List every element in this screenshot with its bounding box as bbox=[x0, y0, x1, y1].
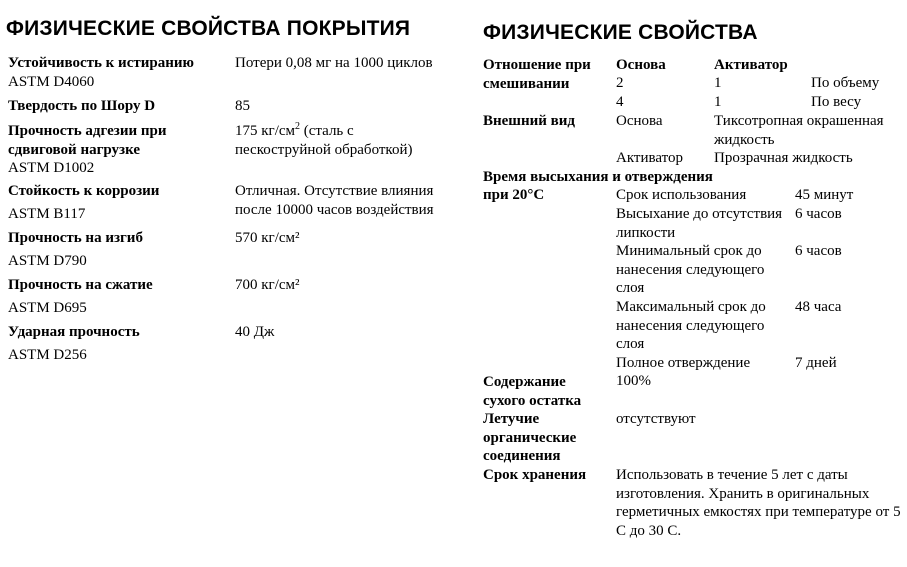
impact-standard: ASTM D256 bbox=[8, 347, 87, 363]
impact-value: 40 Дж bbox=[235, 324, 275, 340]
cure-tack-free-value: 6 часов bbox=[795, 206, 842, 222]
cure-min-recoat-name: Минимальный срок до нанесения следующего слоя bbox=[616, 243, 765, 296]
cure-full-name: Полное отверждение bbox=[616, 355, 751, 371]
flexural-label: Прочность на изгиб bbox=[8, 230, 143, 246]
adhesion-label: Прочность адгезии при сдвиговой нагрузке bbox=[8, 123, 167, 158]
shelf-life-value: Использовать в течение 5 лет с даты изготовления. Хранить в оригинальных герметичных емкостях при температуре от 5 С до 30 С. bbox=[616, 467, 901, 539]
cure-pot-life-value: 45 минут bbox=[795, 187, 854, 203]
solids-label: Содержание сухого остатка bbox=[483, 374, 582, 409]
cure-label-line2: при 20°C bbox=[483, 187, 545, 203]
cure-max-recoat-value: 48 часа bbox=[795, 299, 842, 315]
appearance-base-description: Тиксотропная окрашенная жидкость bbox=[714, 113, 884, 148]
mix-ratio-label: Отношение при смешивании bbox=[483, 57, 591, 92]
appearance-label: Внешний вид bbox=[483, 113, 575, 129]
adhesion-standard: ASTM D1002 bbox=[8, 160, 95, 176]
mix-col-activator: Активатор bbox=[714, 57, 788, 73]
appearance-activator-description: Прозрачная жидкость bbox=[714, 150, 853, 166]
compressive-value: 700 кг/см² bbox=[235, 277, 300, 293]
abrasion-standard: ASTM D4060 bbox=[8, 74, 95, 90]
corrosion-label: Стойкость к коррозии bbox=[8, 183, 160, 199]
left-section-title: ФИЗИЧЕСКИЕ СВОЙСТВА ПОКРЫТИЯ bbox=[6, 17, 411, 40]
mix-col-base: Основа bbox=[616, 57, 666, 73]
cure-min-recoat-value: 6 часов bbox=[795, 243, 842, 259]
flexural-value: 570 кг/см² bbox=[235, 230, 300, 246]
voc-label: Летучие органические соединения bbox=[483, 411, 577, 464]
mix-weight-base: 4 bbox=[616, 94, 624, 110]
mix-weight-unit: По весу bbox=[811, 94, 862, 110]
mix-weight-activator: 1 bbox=[714, 94, 722, 110]
flexural-standard: ASTM D790 bbox=[8, 253, 87, 269]
mix-volume-base: 2 bbox=[616, 75, 624, 91]
hardness-label: Твердость по Шору D bbox=[8, 98, 156, 114]
corrosion-value: Отличная. Отсутствие влияния после 10000 часов воздействия bbox=[235, 183, 434, 218]
corrosion-standard: ASTM B117 bbox=[8, 206, 86, 222]
cure-label-line1: Время высыхания и отверждения bbox=[483, 169, 713, 185]
appearance-activator-component: Активатор bbox=[616, 150, 684, 166]
mix-volume-unit: По объему bbox=[811, 75, 880, 91]
shelf-life-label: Срок хранения bbox=[483, 467, 587, 483]
compressive-label: Прочность на сжатие bbox=[8, 277, 153, 293]
cure-tack-free-name: Высыхание до отсутствия липкости bbox=[616, 206, 783, 241]
adhesion-value: 175 $кг/см^2$ (сталь с пескоструйной обработкой) bbox=[235, 121, 413, 158]
cure-pot-life-name: Срок использования bbox=[616, 187, 747, 203]
abrasion-label: Устойчивость к истиранию bbox=[8, 55, 194, 71]
voc-value: отсутствуют bbox=[616, 411, 696, 427]
cure-full-value: 7 дней bbox=[795, 355, 837, 371]
right-section-title: ФИЗИЧЕСКИЕ СВОЙСТВА bbox=[483, 21, 758, 44]
abrasion-value: Потери 0,08 мг на 1000 циклов bbox=[235, 55, 433, 71]
appearance-base-component: Основа bbox=[616, 113, 663, 129]
cure-max-recoat-name: Максимальный срок до нанесения следующего слоя bbox=[616, 299, 766, 352]
compressive-standard: ASTM D695 bbox=[8, 300, 87, 316]
impact-label: Ударная прочность bbox=[8, 324, 140, 340]
hardness-value: 85 bbox=[235, 98, 250, 114]
solids-value: 100% bbox=[616, 373, 651, 389]
mix-volume-activator: 1 bbox=[714, 75, 722, 91]
